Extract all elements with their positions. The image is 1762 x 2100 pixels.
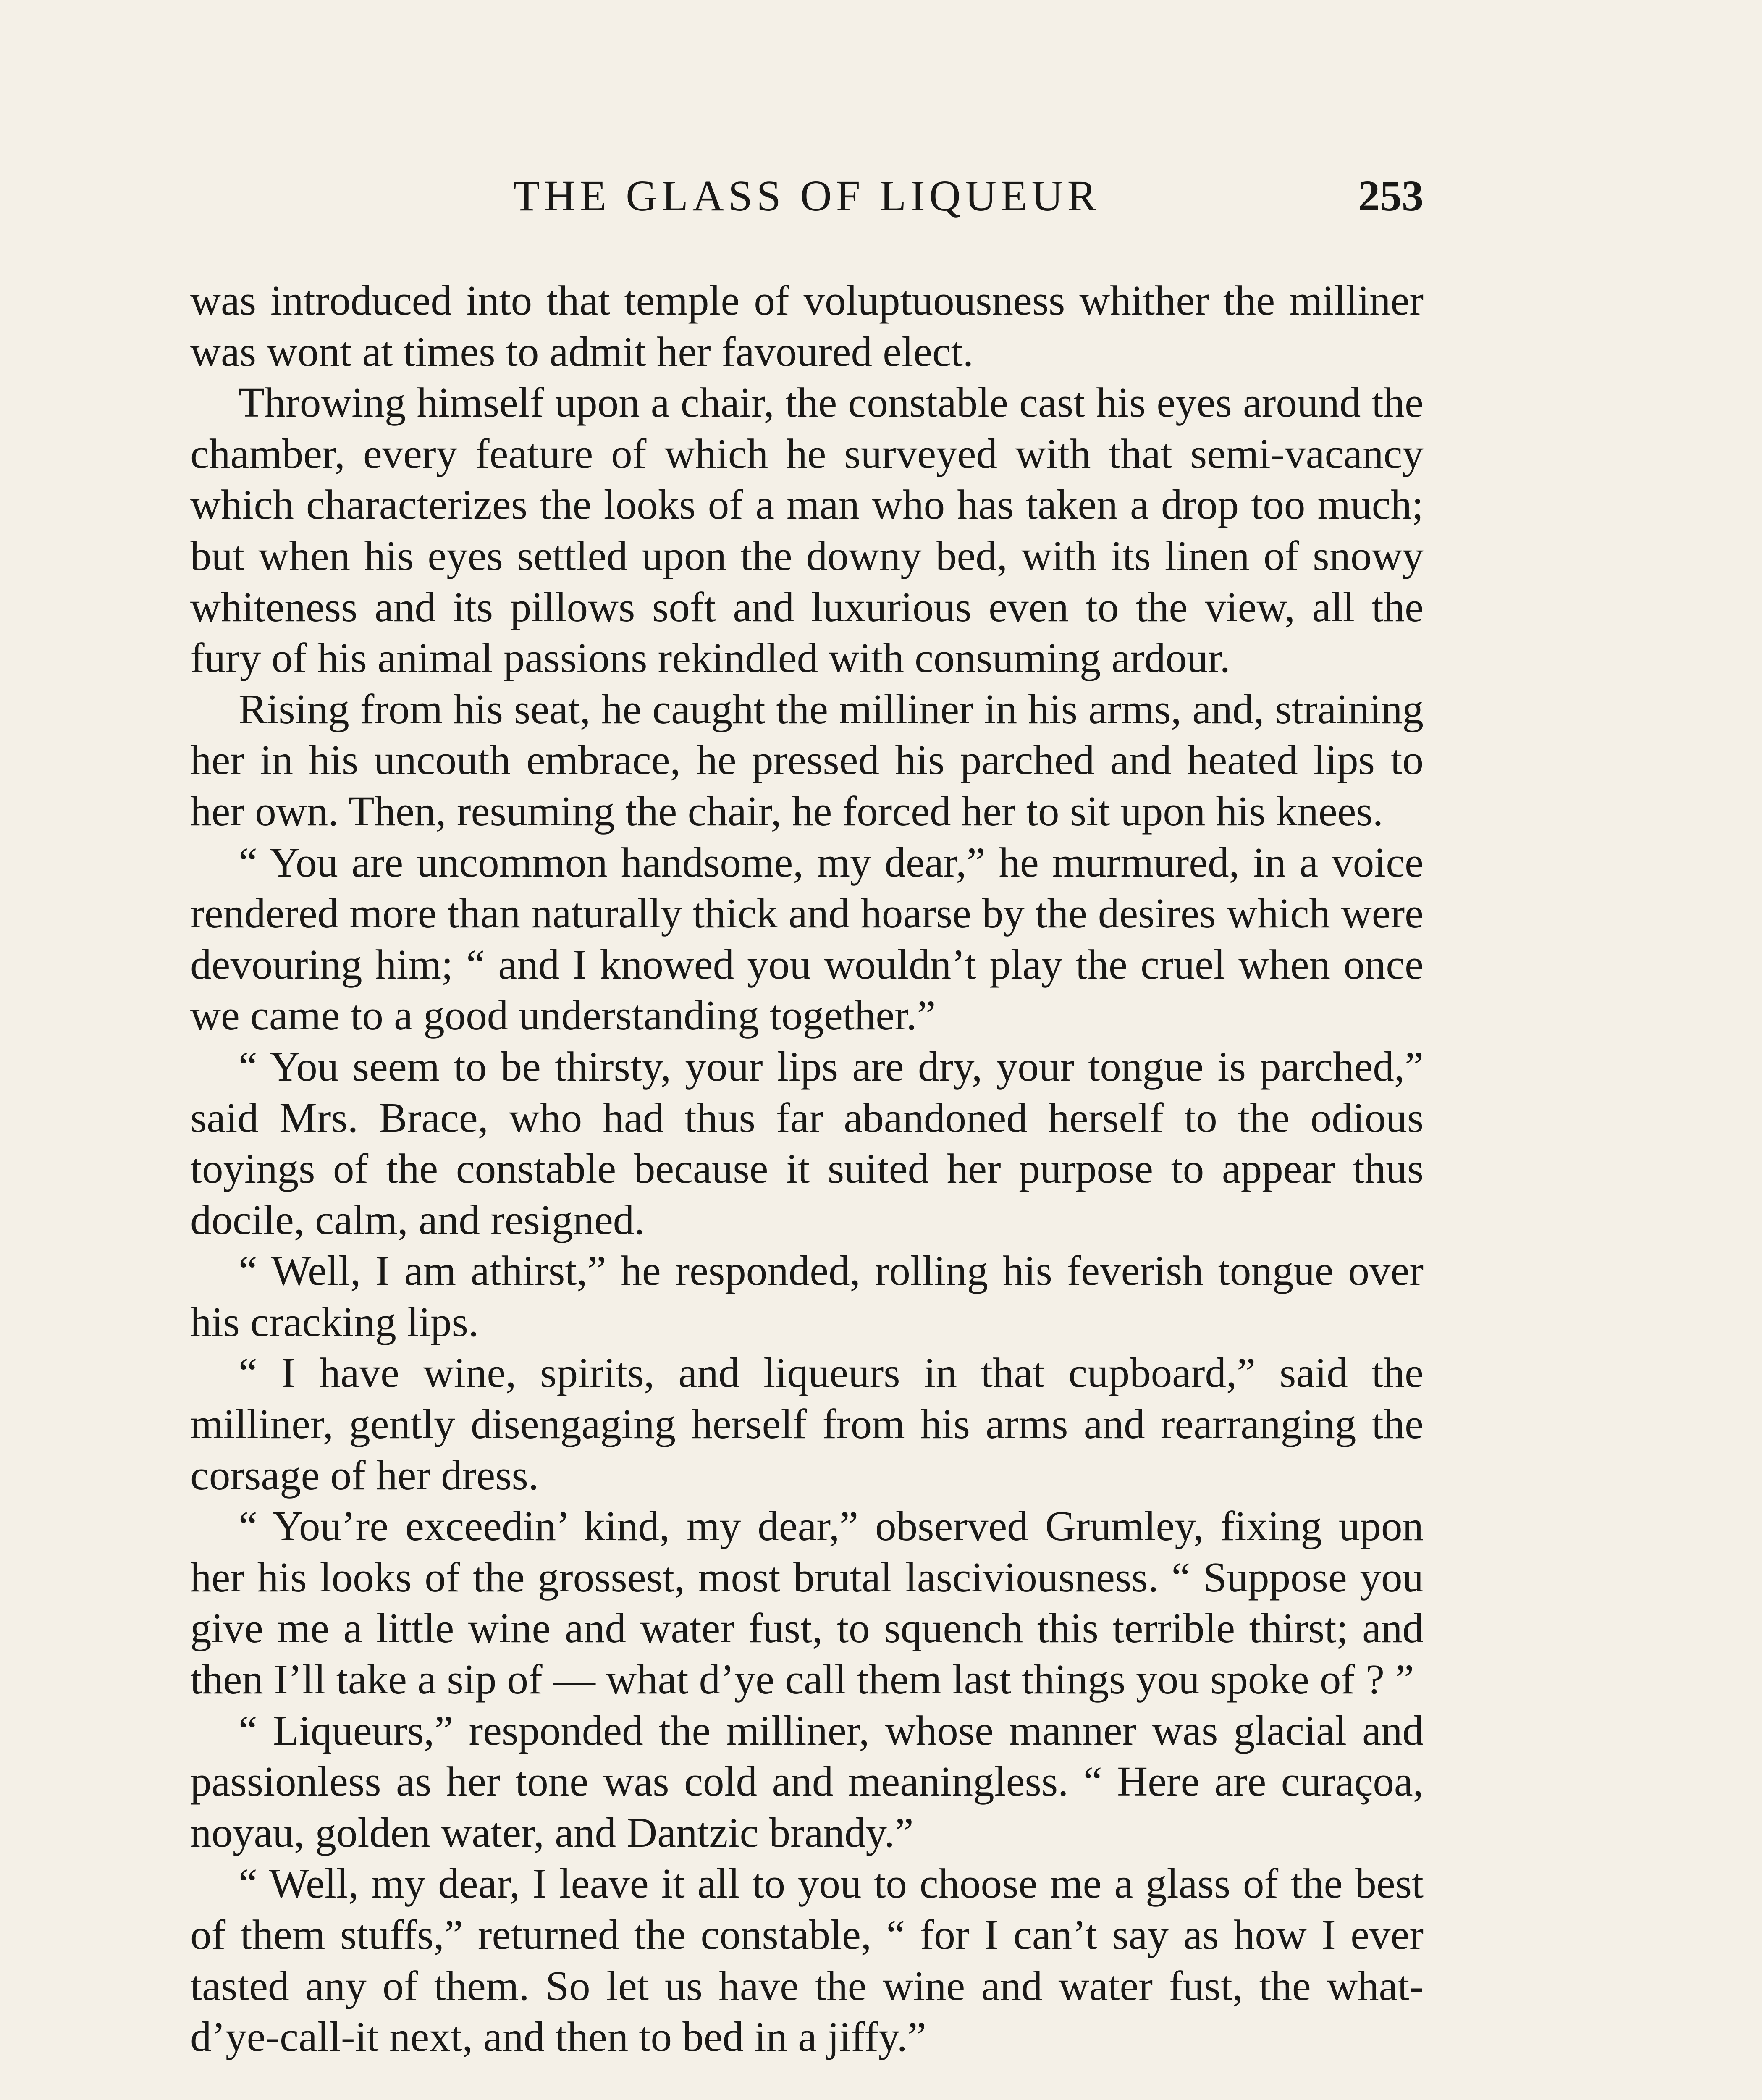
paragraph-3: Rising from his seat, he caught the milliner in his arms, and, straining her in his uncouth embrace, he pressed his parched and heated lips to her own. Then, resuming the chair, he forced her to sit upon his knees. — [190, 685, 1424, 835]
running-title: THE GLASS OF LIQUEUR — [513, 172, 1101, 220]
paragraph-7: “ I have wine, spirits, and liqueurs in that cupboard,” said the milliner, gently disengaging herself from his arms and rearranging the corsage of her dress. — [190, 1349, 1424, 1499]
paragraph-8: “ You’re exceedin’ kind, my dear,” observed Grumley, fixing upon her his looks of the grossest, most brutal lasciviousness. “ Suppose you give me a little wine and water fust, to squench this terrible thirst; and then I’ll take a sip of — what d’ye call them last things you spoke of ? ” — [190, 1502, 1424, 1703]
paragraph-5: “ You seem to be thirsty, your lips are dry, your tongue is parched,” said Mrs. Brace, who had thus far abandoned herself to the odious toyings of the constable because it suited her purpose to appear thus docile, calm, and resigned. — [190, 1042, 1424, 1243]
paragraph-4: “ You are uncommon handsome, my dear,” he murmured, in a voice rendered more than naturally thick and hoarse by the desires which were devouring him; “ and I knowed you wouldn’t play the cruel when once we came to a good understanding together.” — [190, 838, 1424, 1039]
page-number: 253 — [1358, 172, 1424, 220]
paragraph-10: “ Well, my dear, I leave it all to you to choose me a glass of the best of them stuffs,” returned the constable, “ for I can’t say as how I ever tasted any of them. So let us have the wine and water fust, the what-d’ye-call-it next, and then to bed in a jiffy.” — [190, 1860, 1424, 2061]
paragraph-1: was introduced into that temple of voluptuousness whither the milliner was wont at times to admit her favoured elect. — [190, 277, 1424, 375]
paragraph-2: Throwing himself upon a chair, the constable cast his eyes around the chamber, every feature of which he surveyed with that semi-vacancy which characterizes the looks of a man who has taken a drop too much; but when his eyes settled upon the downy bed, with its linen of snowy whiteness and its pillows soft and luxurious even to the view, all the fury of his animal passions rekindled with consuming ardour. — [190, 379, 1424, 682]
page-header — [190, 170, 1424, 233]
paragraph-9: “ Liqueurs,” responded the milliner, whose manner was glacial and passionless as her tone was cold and meaningless. “ Here are curaçoa, noyau, golden water, and Dantzic brandy.” — [190, 1706, 1424, 1856]
paragraph-6: “ Well, I am athirst,” he responded, rolling his feverish tongue over his cracking lips. — [190, 1247, 1424, 1345]
body-text — [190, 275, 1424, 2063]
